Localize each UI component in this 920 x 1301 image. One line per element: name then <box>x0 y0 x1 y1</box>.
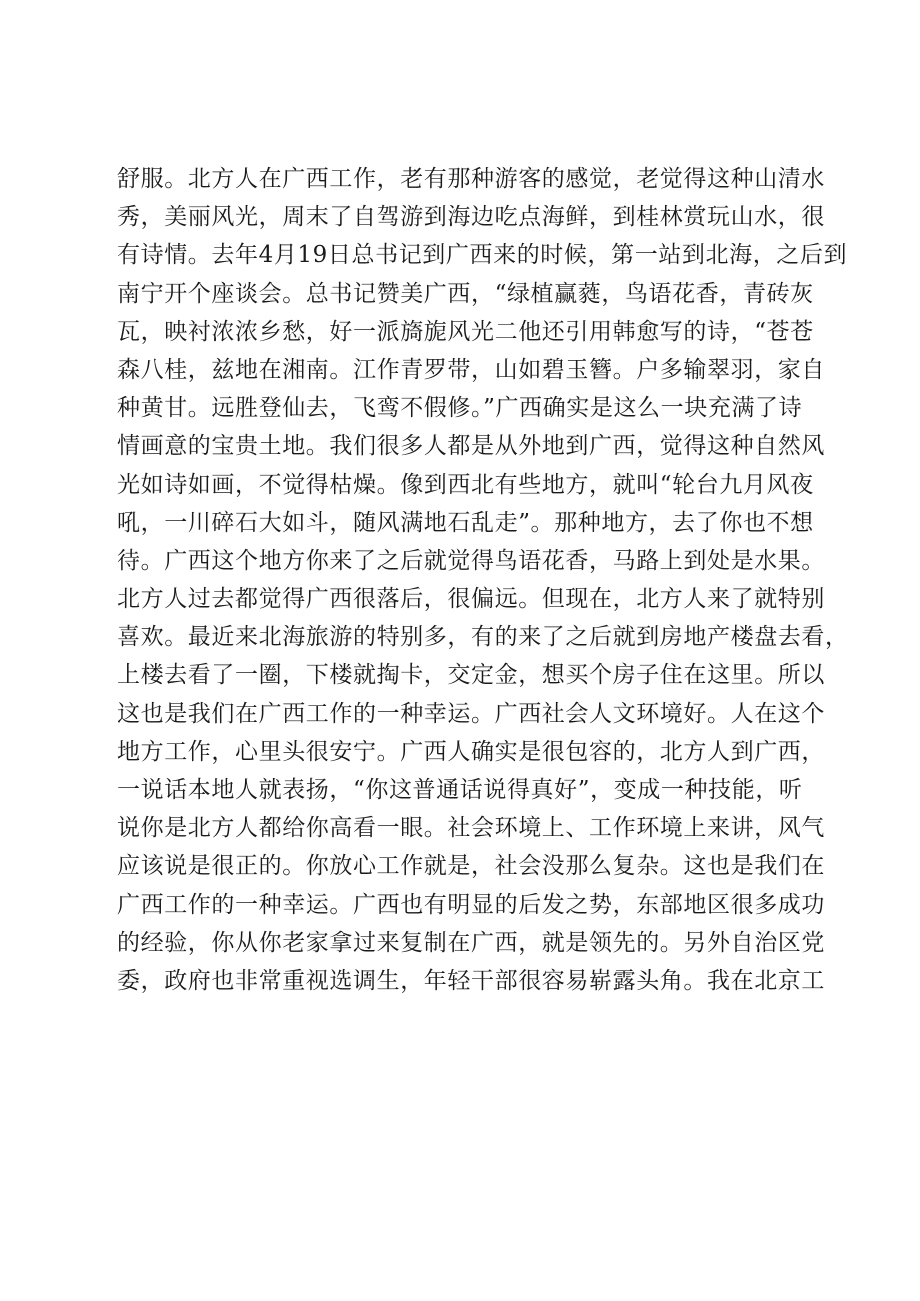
text-line: 情画意的宝贵土地。我们很多人都是从外地到广西，觉得这种自然风 <box>117 433 825 460</box>
text-line: 有诗情。去年4月19日总书记到广西来的时候，第一站到北海，之后到 <box>117 242 848 269</box>
text-line: 吼，一川碎石大如斗，随风满地石乱走”。那种地方，去了你也不想 <box>117 509 814 536</box>
text-line: 北方人过去都觉得广西很落后，很偏远。但现在，北方人来了就特别 <box>117 586 825 613</box>
text-line: 地方工作，心里头很安宁。广西人确实是很包容的，北方人到广西， <box>117 738 825 765</box>
text-line: 委，政府也非常重视选调生，年轻干部很容易崭露头角。我在北京工 <box>117 967 825 994</box>
text-line: 这也是我们在广西工作的一种幸运。广西社会人文环境好。人在这个 <box>117 700 825 727</box>
text-line: 森八桂，兹地在湘南。江作青罗带，山如碧玉簪。户多输翠羽，家自 <box>117 356 825 383</box>
text-line: 上楼去看了一圈，下楼就掏卡，交定金，想买个房子住在这里。所以 <box>117 662 825 689</box>
text-line: 待。广西这个地方你来了之后就觉得鸟语花香，马路上到处是水果。 <box>117 547 825 574</box>
text-line: 舒服。北方人在广西工作，老有那种游客的感觉，老觉得这种山清水 <box>117 166 825 192</box>
text-line: 广西工作的一种幸运。广西也有明显的后发之势，东部地区很多成功 <box>117 891 825 918</box>
body-text <box>117 160 849 1000</box>
text-line: 应该说是很正的。你放心工作就是，社会没那么复杂。这也是我们在 <box>117 853 825 880</box>
text-line: 南宁开个座谈会。总书记赞美广西，“绿植赢蕤，鸟语花香，青砖灰 <box>117 280 814 307</box>
text-line: 喜欢。最近来北海旅游的特别多，有的来了之后就到房地产楼盘去看， <box>117 624 849 651</box>
text-line: 瓦，映衬浓浓乡愁，好一派旖旎风光二他还引用韩愈写的诗，“苍苍 <box>117 318 814 345</box>
text-line: 光如诗如画，不觉得枯燥。像到西北有些地方，就叫“轮台九月风夜 <box>117 471 814 498</box>
text-line: 秀，美丽风光，周末了自驾游到海边吃点海鲜，到桂林赏玩山水，很 <box>117 204 825 231</box>
text-line: 一说话本地人就表扬，“你这普通话说得真好”，变成一种技能，听 <box>117 777 803 803</box>
text-line: 说你是北方人都给你高看一眼。社会环境上、工作环境上来讲，风气 <box>117 815 825 842</box>
text-line: 种黄甘。远胜登仙去，飞鸾不假修。”广西确实是这么一块充满了诗 <box>117 395 803 422</box>
text-line: 的经验，你从你老家拿过来复制在广西，就是领先的。另外自治区党 <box>117 929 825 956</box>
